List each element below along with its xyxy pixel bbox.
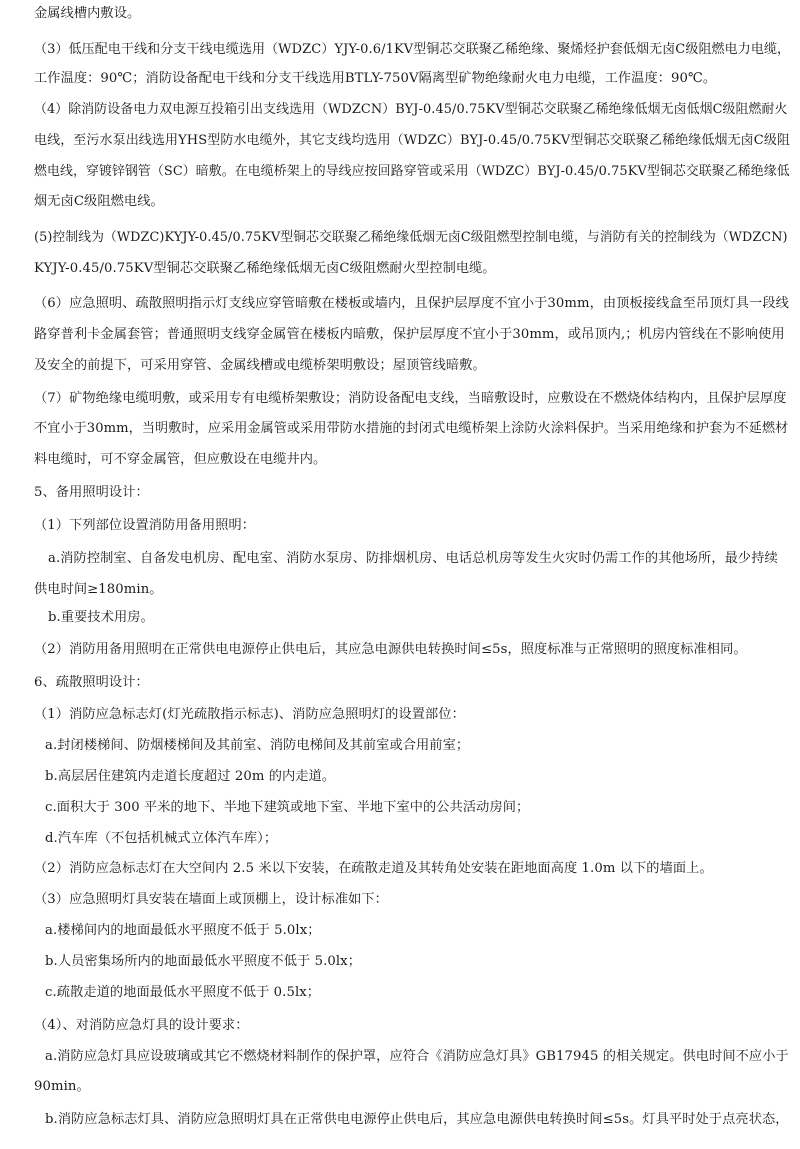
- text-line: 料电缆时，可不穿金属管，但应敷设在电缆井内。: [34, 452, 327, 467]
- text-line: （1）消防应急标志灯(灯光疏散指示标志)、消防应急照明灯的设置部位：: [34, 707, 465, 722]
- text-line: 燃电线，穿镀锌钢管（SC）暗敷。在电缆桥架上的导线应按回路穿管或采用（WDZC）BYJ-0.45/0.75KV型铜芯交联聚乙稀绝缘低: [34, 164, 790, 179]
- text-line: b.人员密集场所内的地面最低水平照度不低于 5.0lx；: [45, 954, 362, 969]
- text-line: 不宜小于30mm，当明敷时，应采用金属管或采用带防水措施的封闭式电缆桥架上涂防火涂料保护。当采用绝缘和护套为不延燃材: [34, 421, 789, 436]
- text-line: （4）、对消防应急灯具的设计要求：: [34, 1018, 249, 1033]
- text-line: a.封闭楼梯间、防烟楼梯间及其前室、消防电梯间及其前室或合用前室；: [45, 738, 470, 753]
- text-line: （3）低压配电干线和分支干线电缆选用（WDZC）YJY-0.6/1KV型铜芯交联聚乙稀绝缘、聚烯烃护套低烟无卤C级阻燃电力电缆，: [34, 42, 791, 57]
- text-line: a.消防控制室、自备发电机房、配电室、消防水泵房、防排烟机房、电话总机房等发生火灾时仍需工作的其他场所，最少持续: [48, 551, 778, 566]
- text-line: 路穿普利卡金属套管；普通照明支线穿金属管在楼板内暗敷，保护层厚度不宜小于30mm，或吊顶内,；机房内管线在不影响使用: [34, 327, 785, 342]
- text-line: KYJY-0.45/0.75KV型铜芯交联聚乙稀绝缘低烟无卤C级阻燃耐火型控制电缆。: [34, 261, 496, 276]
- text-line: （1）下列部位设置消防用备用照明：: [34, 518, 256, 533]
- text-line: （6）应急照明、疏散照明指示灯支线应穿管暗敷在楼板或墙内，且保护层厚度不宜小于30mm，由顶板接线盒至吊顶灯具一段线: [34, 296, 789, 311]
- text-line: 工作温度：90℃；消防设备配电干线和分支干线选用BTLY-750V隔离型矿物绝缘耐火电力电缆，工作温度：90℃。: [34, 71, 717, 86]
- text-line: c.疏散走道的地面最低水平照度不低于 0.5lx；: [45, 985, 321, 1000]
- text-line: （7）矿物绝缘电缆明敷，或采用专有电缆桥架敷设；消防设备配电支线，当暗敷设时，应敷设在不燃烧体结构内，且保护层厚度: [34, 391, 787, 406]
- text-line: （2）消防应急标志灯在大空间内 2.5 米以下安装，在疏散走道及其转角处安装在距地面高度 1.0m 以下的墙面上。: [34, 861, 713, 876]
- text-line: b.高层居住建筑内走道长度超过 20m 的内走道。: [45, 769, 336, 784]
- text-line: （4）除消防设备电力双电源互投箱引出支线选用（WDZCN）BYJ-0.45/0.75KV型铜芯交联聚乙稀绝缘低烟无卤低烟C级阻燃耐火: [34, 102, 788, 117]
- text-line: 90min。: [34, 1079, 90, 1094]
- text-line: 电线，至污水泵出线选用YHS型防水电缆外，其它支线均选用（WDZC）BYJ-0.45/0.75KV型铜芯交联聚乙稀绝缘低烟无卤C级阻: [34, 133, 791, 148]
- text-line: a.消防应急灯具应设玻璃或其它不燃烧材料制作的保护罩，应符合《消防应急灯具》GB17945 的相关规定。供电时间不应小于: [45, 1049, 789, 1064]
- section-heading: 6、疏散照明设计：: [34, 675, 149, 690]
- text-line: c.面积大于 300 平米的地下、半地下建筑或地下室、半地下室中的公共活动房间；: [45, 800, 530, 815]
- text-line: 烟无卤C级阻燃电线。: [34, 194, 164, 209]
- text-line: b.重要技术用房。: [48, 610, 154, 625]
- text-line: 供电时间≥180min。: [34, 582, 163, 597]
- text-line: b.消防应急标志灯具、消防应急照明灯具在正常供电电源停止供电后，其应急电源供电转换时间≤5s。灯具平时处于点亮状态，: [45, 1112, 789, 1127]
- text-line: d.汽车库（不包括机械式立体汽车库）；: [45, 831, 278, 846]
- text-line: (5)控制线为（WDZC)KYJY-0.45/0.75KV型铜芯交联聚乙稀绝缘低烟无卤C级阻燃型控制电缆，与消防有关的控制线为（WDZCN): [34, 230, 788, 245]
- text-line: （3）应急照明灯具安装在墙面上或顶棚上，设计标准如下：: [34, 892, 388, 907]
- text-line: 金属线槽内敷设。: [34, 6, 141, 21]
- text-line: 及安全的前提下，可采用穿管、金属线槽或电缆桥架明敷设；屋顶管线暗敷。: [34, 358, 486, 373]
- section-heading: 5、备用照明设计：: [34, 485, 149, 500]
- text-line: a.楼梯间内的地面最低水平照度不低于 5.0lx；: [45, 923, 321, 938]
- text-line: （2）消防用备用照明在正常供电电源停止供电后，其应急电源供电转换时间≤5s，照度标准与正常照明的照度标准相同。: [34, 642, 747, 657]
